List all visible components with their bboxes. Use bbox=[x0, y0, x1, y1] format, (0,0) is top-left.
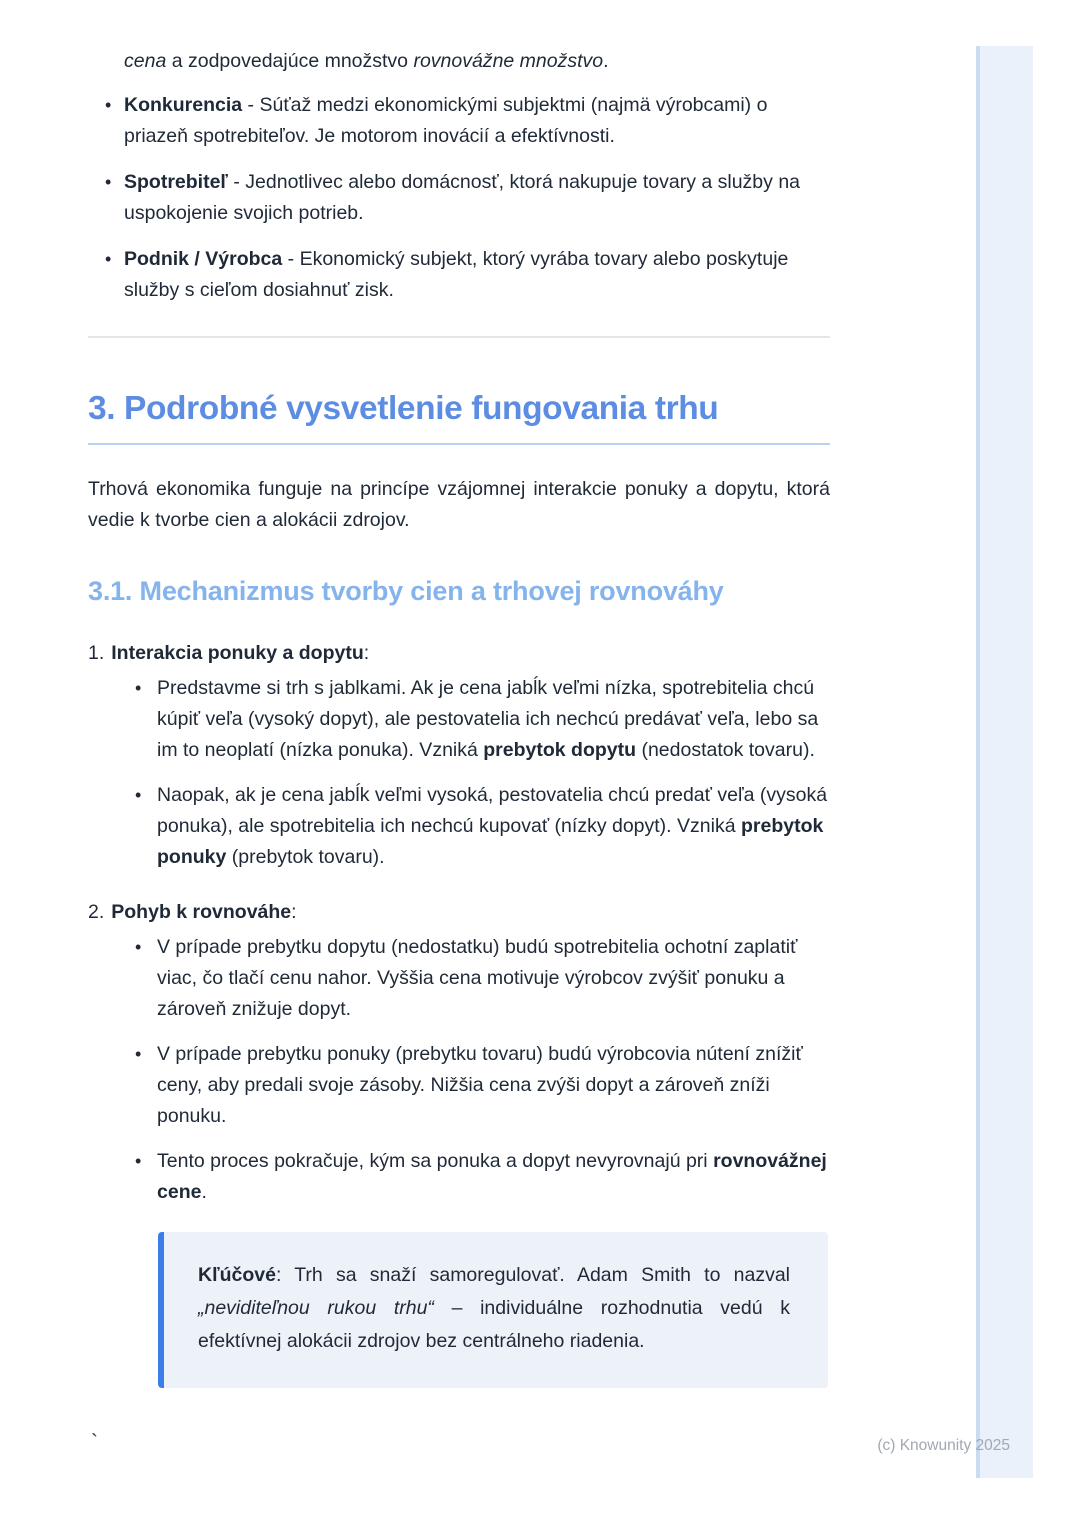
step-item bbox=[88, 638, 830, 873]
italic-term: cena bbox=[124, 50, 167, 72]
point-text bbox=[157, 1043, 803, 1127]
section-divider bbox=[88, 336, 830, 338]
carried-text: a zodpovedajúce množstvo bbox=[166, 50, 414, 72]
point-pre: V prípade prebytku ponuky (prebytku tovaru) budú výrobcovia nútení znížiť ceny, aby predali svoje zásoby. Nižšia cena zvýši dopyt a zároveň zníži ponuku. bbox=[157, 1043, 803, 1127]
point-bold: prebytok dopytu bbox=[483, 739, 637, 761]
point-pre: Tento proces pokračuje, kým sa ponuka a dopyt nevyrovnajú pri bbox=[157, 1150, 714, 1172]
point-item bbox=[88, 932, 830, 1025]
point-item bbox=[88, 1146, 830, 1208]
bullet-icon: • bbox=[135, 1151, 142, 1171]
step-title bbox=[88, 638, 830, 669]
step-title bbox=[88, 897, 830, 928]
term-entry bbox=[124, 171, 800, 224]
step-points bbox=[88, 673, 830, 873]
term-list-item bbox=[88, 90, 830, 152]
point-post: . bbox=[201, 1181, 207, 1203]
bullet-icon: • bbox=[105, 249, 112, 269]
term-definition: Súťaž medzi ekonomickými subjektmi (najmä výrobcami) o priazeň spotrebiteľov. Je motorom inovácií a efektívnosti. bbox=[124, 94, 768, 147]
point-bold: prebytok ponuky bbox=[157, 815, 824, 868]
step-title-text: Interakcia ponuky a dopytu bbox=[111, 642, 364, 664]
step-number: 2. bbox=[88, 901, 105, 923]
point-bold: rovnovážnej cene bbox=[157, 1150, 827, 1203]
term-definition: Ekonomický subjekt, ktorý vyrába tovary alebo poskytuje služby s cieľom dosiahnuť zisk. bbox=[124, 248, 789, 301]
document-content bbox=[88, 46, 830, 1388]
numbered-steps bbox=[88, 638, 830, 1208]
stray-mark: ` bbox=[91, 1431, 98, 1454]
point-text bbox=[157, 677, 818, 761]
callout-label: Kľúčové bbox=[198, 1264, 276, 1286]
italic-term: rovnovážne množstvo bbox=[413, 50, 604, 72]
callout-text: Trh sa snaží samoregulovať. Adam Smith to nazval bbox=[294, 1264, 790, 1286]
callout-colon: : bbox=[275, 1264, 295, 1286]
step-title-suffix: : bbox=[291, 901, 297, 923]
carried-text-end: . bbox=[603, 50, 609, 72]
carried-paragraph bbox=[124, 46, 830, 77]
section-heading: 3. Podrobné vysvetlenie fungovania trhu bbox=[88, 388, 830, 445]
term-name: Podnik / Výrobca bbox=[124, 248, 283, 270]
point-pre: Predstavme si trh s jablkami. Ak je cena jabĺk veľmi nízka, spotrebitelia chcú kúpiť veľa (vysoký dopyt), ale pestovatelia ich nechcú predávať veľa, lebo sa im to neoplatí (nízka ponuka). Vzniká bbox=[157, 677, 819, 761]
section-lead-paragraph: Trhová ekonomika funguje na princípe vzájomnej interakcie ponuky a dopytu, ktorá vedie k tvorbe cien a alokácii zdrojov. bbox=[88, 478, 830, 531]
point-text bbox=[157, 936, 797, 1020]
bullet-icon: • bbox=[105, 95, 112, 115]
point-post: (prebytok tovaru). bbox=[226, 846, 385, 868]
term-dash: - bbox=[282, 248, 300, 270]
term-name: Konkurencia bbox=[124, 94, 243, 116]
callout-quote: „neviditeľnou rukou trhu“ bbox=[198, 1297, 434, 1319]
next-page-edge bbox=[976, 46, 1033, 1478]
point-text bbox=[157, 784, 827, 868]
copyright-footer: (c) Knowunity 2025 bbox=[877, 1437, 1010, 1454]
term-name: Spotrebiteľ bbox=[124, 171, 228, 193]
key-takeaway-callout bbox=[158, 1232, 828, 1388]
bullet-icon: • bbox=[105, 172, 112, 192]
term-definition: Jednotlivec alebo domácnosť, ktorá nakupuje tovary a služby na uspokojenie svojich potrieb. bbox=[124, 171, 801, 224]
term-list-item bbox=[88, 244, 830, 306]
point-item bbox=[88, 780, 830, 873]
point-post: (nedostatok tovaru). bbox=[636, 739, 815, 761]
term-dash: - bbox=[227, 171, 246, 193]
step-points bbox=[88, 932, 830, 1208]
point-pre: V prípade prebytku dopytu (nedostatku) budú spotrebitelia ochotní zaplatiť viac, čo tlačí cenu nahor. Vyššia cena motivuje výrobcov zvýšiť ponuku a zároveň znižuje dopyt. bbox=[157, 936, 798, 1020]
point-pre: Naopak, ak je cena jabĺk veľmi vysoká, pestovatelia chcú predať veľa (vysoká ponuka), ale spotrebitelia ich nechcú kupovať (nízky dopyt). Vzniká bbox=[157, 784, 828, 837]
term-dash: - bbox=[242, 94, 260, 116]
term-list-item bbox=[88, 167, 830, 229]
point-item bbox=[88, 1039, 830, 1132]
step-title-suffix: : bbox=[363, 642, 370, 664]
bullet-icon: • bbox=[135, 785, 142, 805]
step-item bbox=[88, 897, 830, 1208]
step-title-text: Pohyb k rovnováhe bbox=[111, 901, 292, 923]
point-item bbox=[88, 673, 830, 766]
bullet-icon: • bbox=[135, 937, 142, 957]
term-entry bbox=[124, 94, 767, 147]
bullet-icon: • bbox=[135, 1044, 142, 1064]
callout-text-end: – individuálne rozhodnutia vedú k efektívnej alokácii zdrojov bez centrálneho riadenia. bbox=[198, 1297, 790, 1352]
term-list bbox=[88, 90, 830, 306]
term-entry bbox=[124, 248, 788, 301]
bullet-icon: • bbox=[135, 678, 142, 698]
subsection-heading: 3.1. Mechanizmus tvorby cien a trhovej rovnováhy bbox=[88, 576, 724, 606]
point-text bbox=[157, 1150, 827, 1203]
step-number: 1. bbox=[88, 642, 105, 664]
